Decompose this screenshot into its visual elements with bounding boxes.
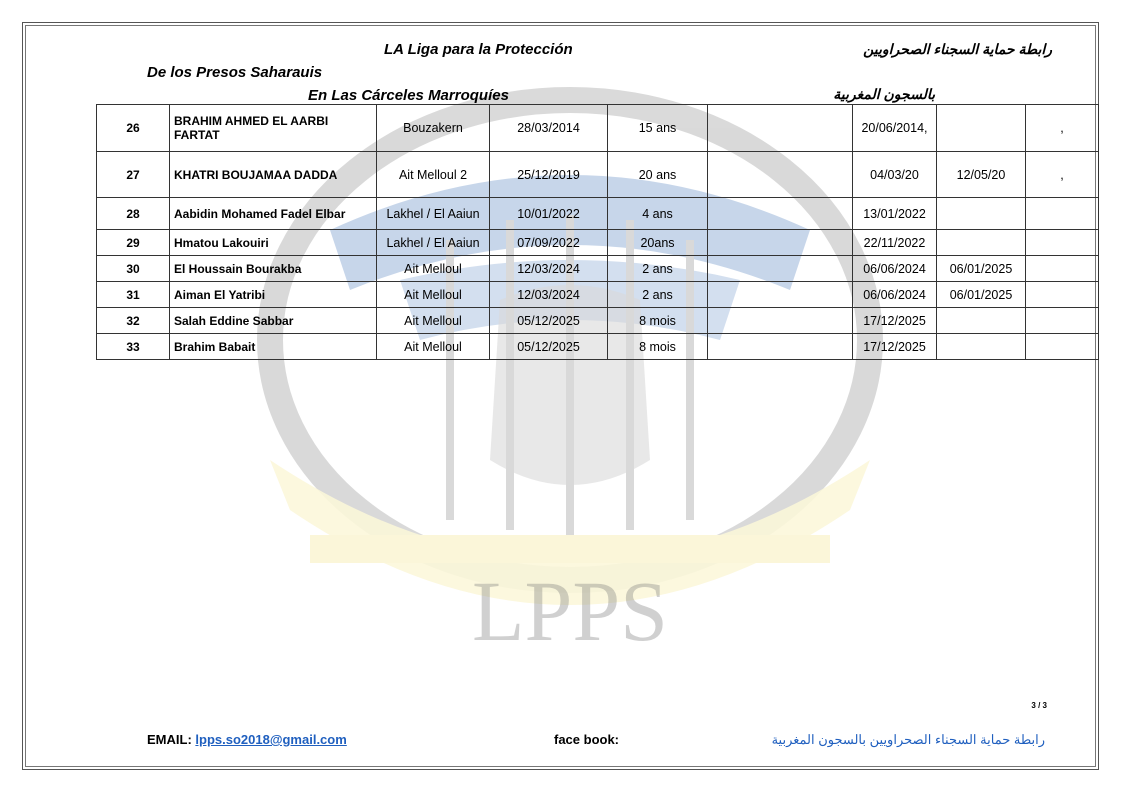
cell-mark (1026, 230, 1099, 256)
cell-blank (708, 334, 853, 360)
cell-prison: Ait Melloul (377, 308, 490, 334)
cell-sentence: 20 ans (608, 152, 708, 198)
cell-sentence: 15 ans (608, 105, 708, 152)
header-subtitle-es-1: De los Presos Saharauis (147, 64, 323, 81)
cell-arrest-date: 05/12/2025 (490, 308, 608, 334)
cell-name: Brahim Babait (170, 334, 377, 360)
cell-date-1: 06/06/2024 (853, 256, 937, 282)
cell-blank (708, 256, 853, 282)
cell-date-2: 06/01/2025 (937, 282, 1026, 308)
cell-name: BRAHIM AHMED EL AARBI FARTAT (170, 105, 377, 152)
footer-facebook-label: face book: (554, 732, 620, 747)
table-row (97, 282, 1099, 308)
table-row (97, 230, 1099, 256)
cell-date-1: 22/11/2022 (853, 230, 937, 256)
cell-mark (1026, 282, 1099, 308)
cell-blank (708, 105, 853, 152)
cell-number: 31 (97, 282, 170, 308)
table-row (97, 105, 1099, 152)
header-title-es: LA Liga para la Protección (384, 41, 573, 58)
cell-date-1: 13/01/2022 (853, 198, 937, 230)
cell-prison: Ait Melloul 2 (377, 152, 490, 198)
cell-mark (1026, 198, 1099, 230)
cell-date-1: 17/12/2025 (853, 308, 937, 334)
cell-date-2 (937, 308, 1026, 334)
cell-blank (708, 152, 853, 198)
table-row (97, 198, 1099, 230)
cell-mark: , (1026, 152, 1099, 198)
cell-prison: Ait Melloul (377, 256, 490, 282)
cell-mark (1026, 308, 1099, 334)
cell-sentence: 20ans (608, 230, 708, 256)
cell-date-1: 17/12/2025 (853, 334, 937, 360)
prisoners-table (96, 104, 1099, 360)
cell-sentence: 8 mois (608, 308, 708, 334)
table-row (97, 308, 1099, 334)
table-row (97, 256, 1099, 282)
header-subtitle-ar: بالسجون المغربية (833, 86, 935, 102)
cell-date-1: 06/06/2024 (853, 282, 937, 308)
cell-arrest-date: 28/03/2014 (490, 105, 608, 152)
cell-arrest-date: 05/12/2025 (490, 334, 608, 360)
header-subtitle-es-2: En Las Cárceles Marroquíes (308, 87, 509, 104)
cell-prison: Ait Melloul (377, 334, 490, 360)
cell-name: KHATRI BOUJAMAA DADDA (170, 152, 377, 198)
cell-prison: Lakhel / El Aaiun (377, 230, 490, 256)
cell-prison: Ait Melloul (377, 282, 490, 308)
email-link[interactable]: lpps.so2018@gmail.com (195, 732, 347, 747)
cell-arrest-date: 10/01/2022 (490, 198, 608, 230)
cell-number: 27 (97, 152, 170, 198)
cell-number: 28 (97, 198, 170, 230)
header-title-ar: رابطة حماية السجناء الصحراويين (863, 41, 1052, 57)
email-label: EMAIL: (147, 732, 196, 747)
cell-number: 29 (97, 230, 170, 256)
watermark-text: LPPS (471, 563, 669, 659)
table-row (97, 152, 1099, 198)
cell-arrest-date: 07/09/2022 (490, 230, 608, 256)
cell-date-2 (937, 230, 1026, 256)
cell-name: Aiman El Yatribi (170, 282, 377, 308)
cell-date-2 (937, 105, 1026, 152)
cell-date-1: 04/03/20 (853, 152, 937, 198)
page-number: 3 / 3 (1031, 701, 1047, 710)
cell-sentence: 4 ans (608, 198, 708, 230)
cell-number: 32 (97, 308, 170, 334)
cell-number: 30 (97, 256, 170, 282)
cell-number: 26 (97, 105, 170, 152)
footer-email (147, 732, 347, 747)
cell-date-2 (937, 334, 1026, 360)
cell-prison: Bouzakern (377, 105, 490, 152)
cell-date-2: 12/05/20 (937, 152, 1026, 198)
cell-date-1: 20/06/2014, (853, 105, 937, 152)
cell-arrest-date: 25/12/2019 (490, 152, 608, 198)
cell-sentence: 2 ans (608, 282, 708, 308)
cell-mark (1026, 256, 1099, 282)
cell-number: 33 (97, 334, 170, 360)
cell-sentence: 2 ans (608, 256, 708, 282)
cell-name: El Houssain Bourakba (170, 256, 377, 282)
footer-arabic-name: رابطة حماية السجناء الصحراويين بالسجون المغربية (771, 732, 1045, 747)
cell-blank (708, 308, 853, 334)
cell-name: Aabidin Mohamed Fadel Elbar (170, 198, 377, 230)
cell-name: Salah Eddine Sabbar (170, 308, 377, 334)
cell-sentence: 8 mois (608, 334, 708, 360)
cell-arrest-date: 12/03/2024 (490, 282, 608, 308)
cell-blank (708, 230, 853, 256)
cell-mark (1026, 334, 1099, 360)
cell-blank (708, 198, 853, 230)
cell-prison: Lakhel / El Aaiun (377, 198, 490, 230)
table-row (97, 334, 1099, 360)
cell-mark: , (1026, 105, 1099, 152)
cell-date-2 (937, 198, 1026, 230)
cell-blank (708, 282, 853, 308)
cell-date-2: 06/01/2025 (937, 256, 1026, 282)
cell-name: Hmatou Lakouiri (170, 230, 377, 256)
cell-arrest-date: 12/03/2024 (490, 256, 608, 282)
